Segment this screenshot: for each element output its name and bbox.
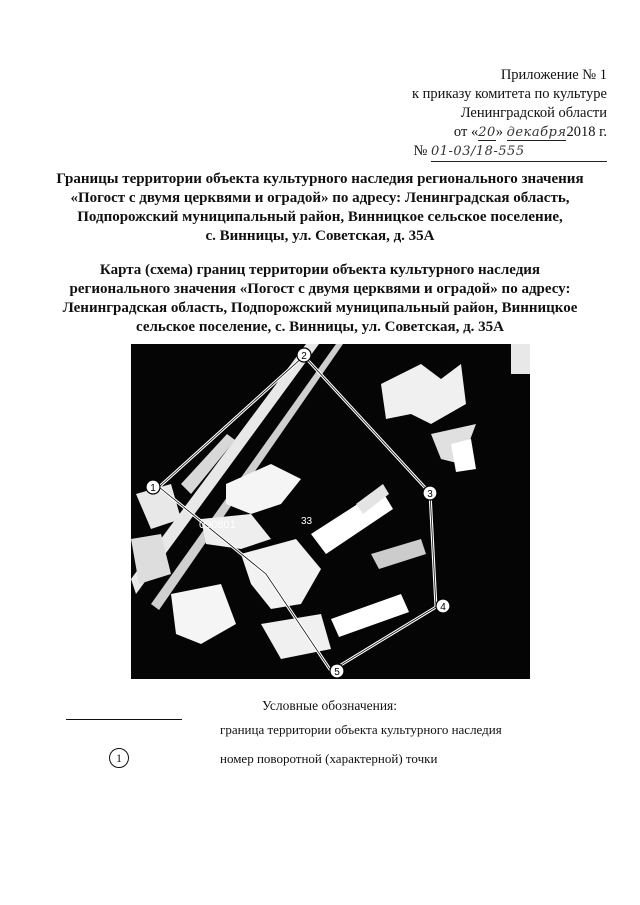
legend-boundary-line — [66, 719, 182, 720]
map-image — [131, 344, 530, 679]
legend-point-text: номер поворотной (характерной) точки — [220, 751, 438, 766]
title2-line4: сельское поселение, с. Винницы, ул. Советская, д. 35А — [135, 319, 505, 335]
title1-line1: Границы территории объекта культурного наследия регионального значения — [56, 171, 584, 187]
boundaries-title — [40, 170, 600, 246]
appendix-date — [347, 123, 607, 142]
point-marker-5 — [330, 664, 344, 678]
map-title — [40, 261, 600, 337]
legend-title: Условные обозначения: — [262, 698, 398, 713]
point-label: 2 — [301, 351, 307, 362]
point-label: 1 — [150, 483, 156, 494]
appendix-block — [347, 66, 607, 162]
point-marker-1 — [146, 480, 160, 494]
title1-line2: «Погост с двумя церквями и оградой» по адресу: Ленинградская область, — [70, 190, 570, 206]
title2-line2: регионального значения «Погост с двумя церквями и оградой» по адресу: — [69, 281, 571, 297]
cadastral-label: 090801 — [199, 519, 236, 531]
appendix-number-line — [347, 142, 607, 162]
point-label: 4 — [440, 602, 446, 613]
point-label: 3 — [427, 489, 433, 500]
title2-line1: Карта (схема) границ территории объекта культурного наследия — [99, 262, 541, 278]
boundary-map — [131, 344, 530, 679]
legend-boundary-text: граница территории объекта культурного наследия — [220, 722, 502, 737]
light-patch — [511, 344, 530, 374]
date-month: декабря — [506, 125, 567, 140]
title1-line4: с. Винницы, ул. Советская, д. 35А — [205, 228, 435, 244]
order-number: 01-03/18-555 — [431, 142, 607, 162]
date-day: 20 — [478, 125, 496, 140]
date-prefix: от « — [453, 124, 479, 140]
point-marker-3 — [423, 486, 437, 500]
point-label: 5 — [334, 667, 340, 678]
cadastral-label: 33 — [301, 516, 313, 527]
date-mid: » — [495, 124, 503, 140]
point-marker-4 — [436, 599, 450, 613]
title1-line3: Подпорожский муниципальный район, Винницкое сельское поселение, — [77, 209, 563, 225]
appendix-region: Ленинградской области — [460, 105, 607, 121]
date-year: 2018 г. — [566, 124, 607, 140]
title2-line3: Ленинградская область, Подпорожский муниципальный район, Винницкое — [62, 300, 578, 316]
appendix-order: к приказу комитета по культуре — [411, 86, 607, 102]
legend-point-symbol: 1 — [109, 748, 129, 768]
appendix-number: Приложение № 1 — [500, 67, 607, 83]
point-marker-2 — [297, 348, 311, 362]
number-prefix: № — [413, 143, 428, 159]
